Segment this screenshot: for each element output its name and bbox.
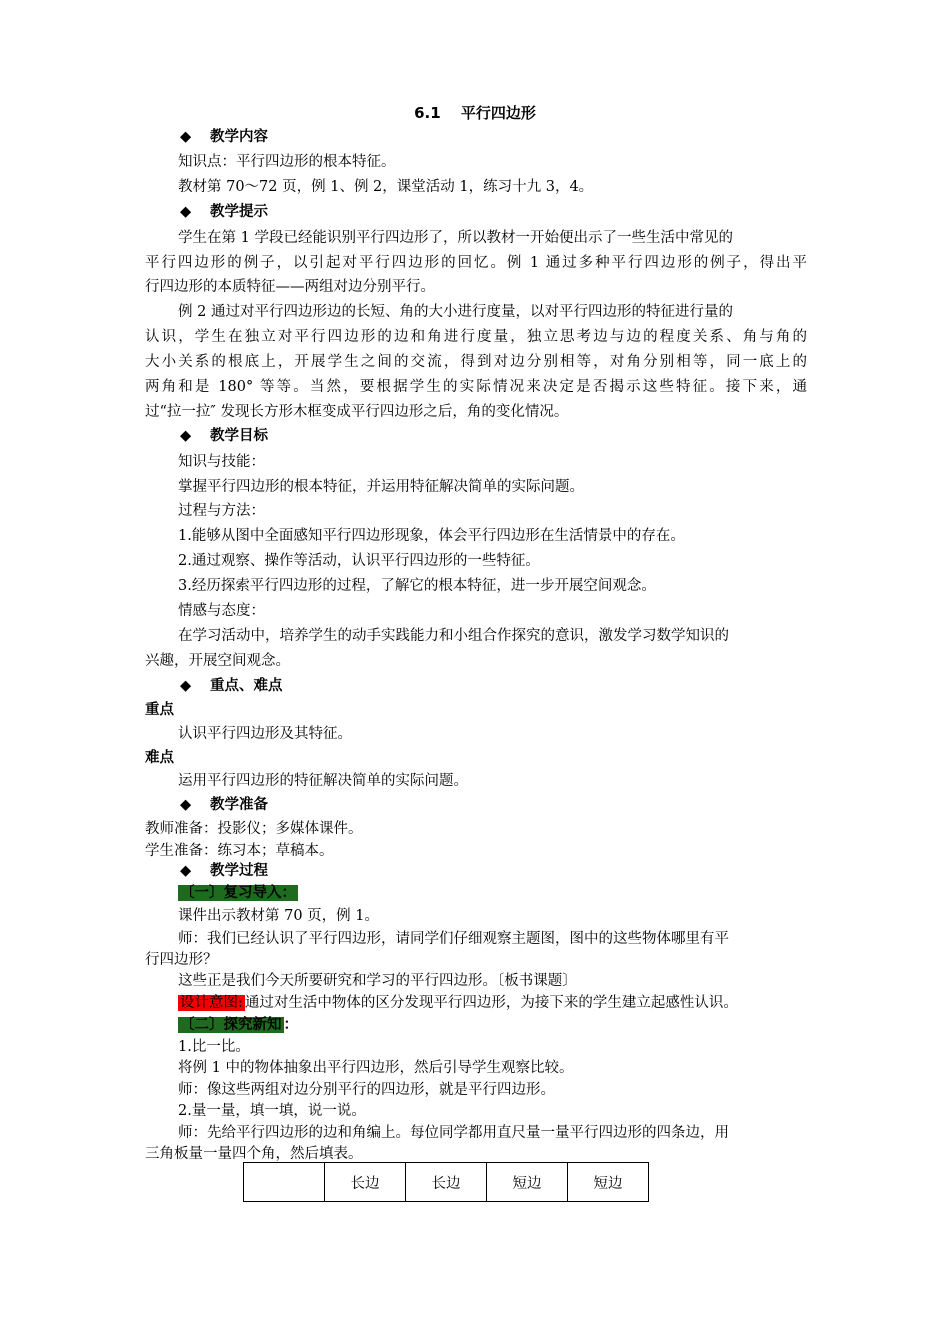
teacher-prep: 教师准备：投影仪；多媒体课件。 bbox=[145, 821, 363, 837]
key-point-text: 认识平行四边形及其特征。 bbox=[178, 726, 352, 742]
section-heading-content: ◆ 教学内容 bbox=[180, 126, 268, 148]
green-highlight: 〔一〕复习导入： bbox=[180, 885, 296, 901]
process-line: 师：先给平行四边形的边和角编上。每位同学都用直尺量一量平行四边形的四条边，用 bbox=[178, 1125, 729, 1141]
measurement-table bbox=[243, 1162, 649, 1202]
difficulty-text: 运用平行四边形的特征解决简单的实际问题。 bbox=[178, 773, 468, 789]
goal-item: 2.通过观察、操作等活动，认识平行四边形的一些特征。 bbox=[178, 553, 540, 569]
process-line: 三角板量一量四个角，然后填表。 bbox=[145, 1146, 363, 1162]
goal-label: 知识与技能： bbox=[178, 454, 265, 470]
step-one-heading bbox=[178, 882, 298, 904]
section-heading-tips: ◆ 教学提示 bbox=[180, 201, 268, 223]
diamond-bullet-icon: ◆ bbox=[180, 428, 192, 444]
diamond-bullet-icon: ◆ bbox=[180, 129, 192, 145]
goal-item: 3.经历探索平行四边形的过程，了解它的根本特征，进一步开展空间观念。 bbox=[178, 578, 656, 594]
goal-text: 掌握平行四边形的根本特征，并运用特征解决简单的实际问题。 bbox=[178, 479, 584, 495]
difficulty-label: 难点 bbox=[145, 750, 174, 766]
step-two-heading: 〔二〕探究新知 ： bbox=[180, 1017, 298, 1033]
paragraph-line: 平行四边形的例子，以引起对平行四边形的回忆。例 1 通过多种平行四边形的例子，得出平 bbox=[145, 255, 807, 271]
student-prep: 学生准备：练习本；草稿本。 bbox=[145, 843, 334, 859]
table-row bbox=[244, 1163, 649, 1202]
paragraph-line: 行四边形的本质特征——两组对边分别平行。 bbox=[145, 279, 435, 295]
diamond-bullet-icon: ◆ bbox=[180, 678, 192, 694]
process-line: 将例 1 中的物体抽象出平行四边形，然后引导学生观察比较。 bbox=[178, 1060, 574, 1076]
paragraph-line: 例 2 通过对平行四边形边的长短、角的大小进行度量，以对平行四边形的特征进行量的 bbox=[178, 304, 733, 320]
diamond-bullet-icon: ◆ bbox=[180, 863, 192, 879]
process-line: 2.量一量，填一填，说一说。 bbox=[178, 1103, 366, 1119]
goal-label: 情感与态度： bbox=[178, 603, 265, 619]
goal-item: 1.能够从图中全面感知平行四边形现象，体会平行四边形在生活情景中的存在。 bbox=[178, 528, 685, 544]
process-line: 师：像这些两组对边分别平行的四边形，就是平行四边形。 bbox=[178, 1082, 555, 1098]
content-line: 知识点：平行四边形的根本特征。 bbox=[178, 154, 396, 170]
paragraph-line: 过“拉一拉″ 发现长方形木框变成平行四边形之后，角的变化情况。 bbox=[145, 404, 569, 420]
diamond-bullet-icon: ◆ bbox=[180, 797, 192, 813]
process-line: 行四边形？ bbox=[145, 952, 218, 968]
section-heading-key: ◆ 重点、难点 bbox=[180, 675, 283, 697]
paragraph-line: 学生在第 1 学段已经能识别平行四边形了，所以教材一开始便出示了一些生活中常见的 bbox=[178, 230, 733, 246]
paragraph-line: 大小关系的根底上，开展学生之间的交流，得到对边分别相等，对角分别相等，同一底上的 bbox=[145, 354, 807, 370]
section-heading-goals: ◆ 教学目标 bbox=[180, 425, 268, 447]
process-line: 这些正是我们今天所要研究和学习的平行四边形。〔板书课题〕 bbox=[178, 973, 577, 989]
page-title: 6.1 平行四边形 bbox=[414, 104, 536, 122]
table-cell bbox=[244, 1163, 325, 1202]
goal-text: 兴趣，开展空间观念。 bbox=[145, 653, 290, 669]
table-cell: 长边 bbox=[406, 1163, 487, 1202]
process-line: 1.比一比。 bbox=[178, 1039, 250, 1055]
red-highlight: 设计意图: bbox=[180, 995, 243, 1011]
paragraph-line: 认识，学生在独立对平行四边形的边和角进行度量，独立思考边与边的程度关系、角与角的 bbox=[145, 329, 807, 345]
section-heading-process: ◆ 教学过程 bbox=[180, 860, 268, 882]
paragraph-line: 两角和是 180° 等等。当然，要根据学生的实际情况来决定是否揭示这些特征。接下来，通 bbox=[145, 379, 807, 395]
process-line: 课件出示教材第 70 页，例 1。 bbox=[178, 908, 380, 924]
design-intent-line: 设计意图: 通过对生活中物体的区分发现平行四边形，为接下来的学生建立起感性认识。 bbox=[180, 995, 738, 1011]
green-highlight: 〔二〕探究新知 bbox=[180, 1017, 282, 1033]
goal-text: 在学习活动中，培养学生的动手实践能力和小组合作探究的意识，激发学习数学知识的 bbox=[178, 628, 729, 644]
key-point-label: 重点 bbox=[145, 702, 174, 718]
goal-label: 过程与方法： bbox=[178, 503, 265, 519]
process-line: 师：我们已经认识了平行四边形，请同学们仔细观察主题图，图中的这些物体哪里有平 bbox=[178, 931, 729, 947]
section-heading-prep: ◆ 教学准备 bbox=[180, 794, 268, 816]
table-cell: 短边 bbox=[568, 1163, 649, 1202]
table-cell: 短边 bbox=[487, 1163, 568, 1202]
diamond-bullet-icon: ◆ bbox=[180, 204, 192, 220]
table-cell: 长边 bbox=[325, 1163, 406, 1202]
content-line: 教材第 70～72 页，例 1、例 2，课堂活动 1，练习十九 3，4。 bbox=[178, 179, 594, 195]
